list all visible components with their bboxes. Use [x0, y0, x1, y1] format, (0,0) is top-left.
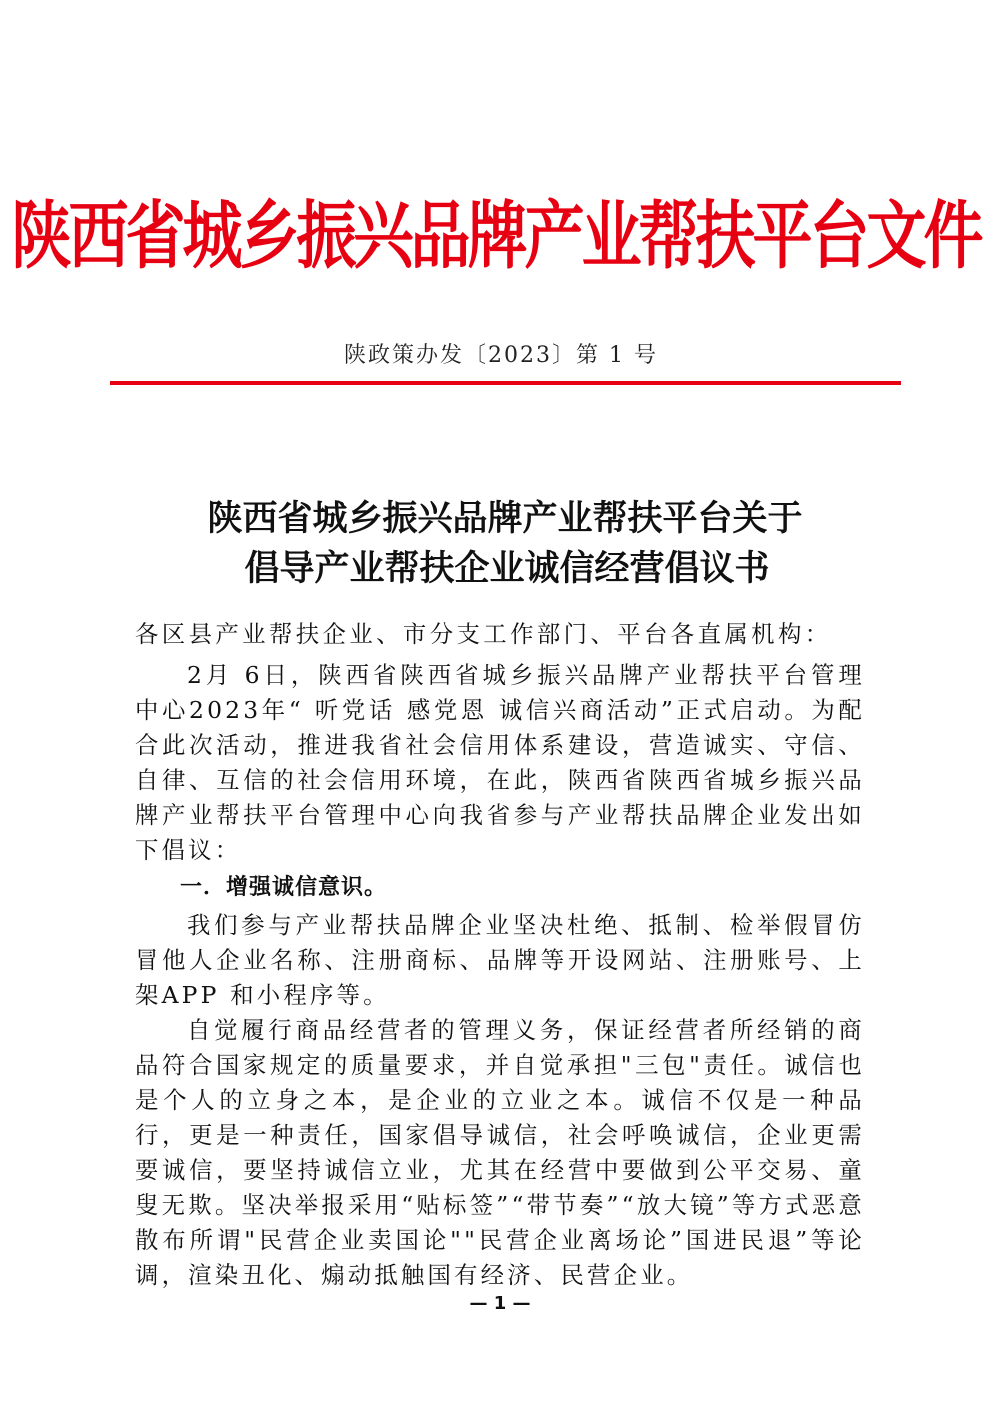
document-title-line-2: 倡导产业帮扶企业诚信经营倡议书: [244, 549, 770, 589]
salutation: 各区县产业帮扶企业、市分支工作部门、平台各直属机构：: [135, 620, 832, 648]
document-body: [135, 617, 865, 1293]
document-title-line-1: 陕西省城乡振兴品牌产业帮扶平台关于: [207, 499, 803, 539]
paragraph-3: 自觉履行商品经营者的管理义务，保证经营者所经销的商品符合国家规定的质量要求，并自觉承担"三包"责任。诚信也是个人的立身之本，是企业的立业之本。诚信不仅是一种品行，更是一种责任，国家倡导诚信，社会呼唤诚信，企业更需要诚信，要坚持诚信立业，尤其在经营中要做到公平交易、童叟无欺。坚决举报采用“贴标签”“带节奏”“放大镜”等方式恶意散布所谓"民营企业卖国论""民营企业离场论”国进民退”等论调，渲染丑化、煽动抵触国有经济、民营企业。: [135, 1016, 865, 1289]
red-divider-line: [110, 381, 901, 385]
page-number: — 1 —: [469, 1293, 531, 1314]
document-number: 陕政策办发〔2023〕第 1 号: [344, 343, 658, 368]
section-heading-1: 一．增强诚信意识。: [180, 875, 388, 900]
document-masthead: 陕西省城乡振兴品牌产业帮扶平台文件: [11, 193, 981, 280]
paragraph-2: 我们参与产业帮扶品牌企业坚决杜绝、抵制、检举假冒仿冒他人企业名称、注册商标、品牌等开设网站、注册账号、上架APP 和小程序等。: [135, 911, 865, 1009]
paragraph-intro: 2月 6日，陕西省陕西省城乡振兴品牌产业帮扶平台管理中心2023年“ 听党话 感党恩 诚信兴商活动”正式启动。为配合此次活动，推进我省社会信用体系建设，营造诚实、守信、自律、互信的社会信用环境，在此，陕西省陕西省城乡振兴品牌产业帮扶平台管理中心向我省参与产业帮扶品牌企业发出如下倡议：: [135, 661, 865, 864]
